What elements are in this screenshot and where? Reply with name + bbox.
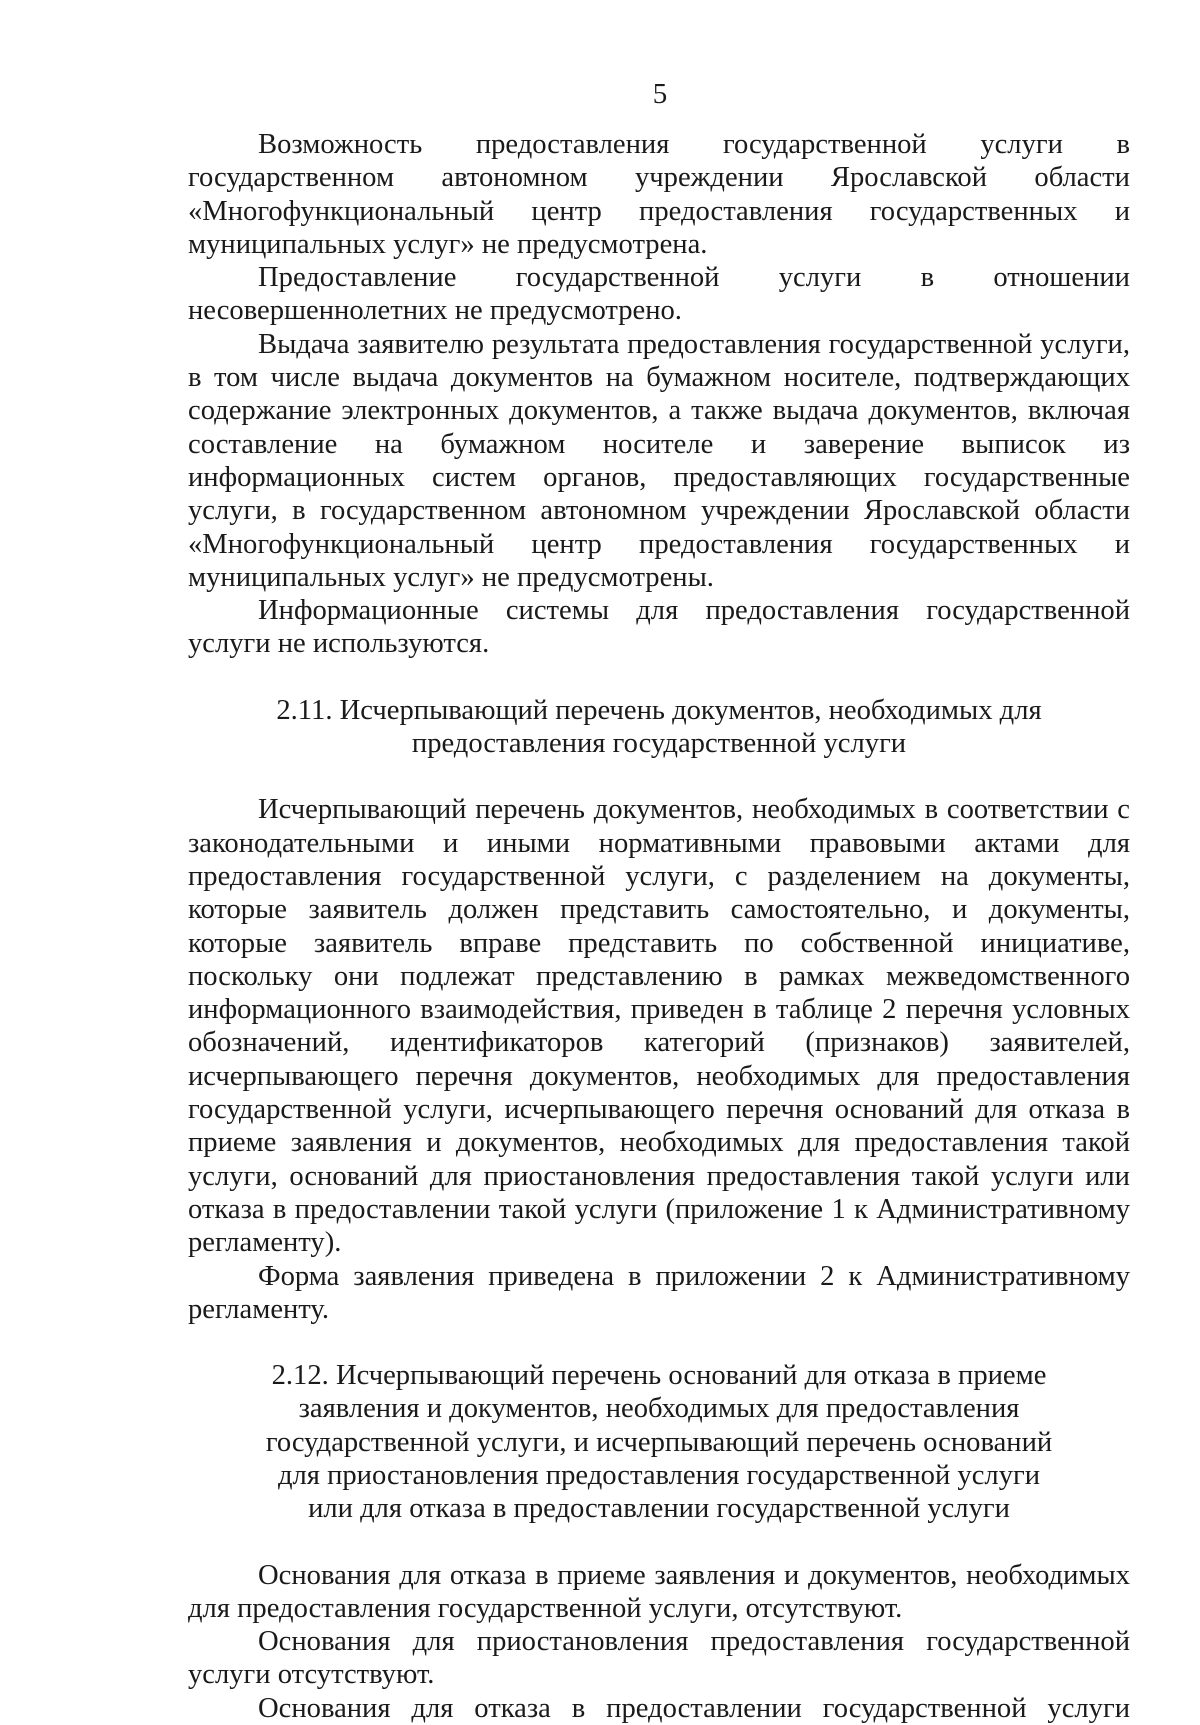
heading-line: государственной услуги, и исчерпывающий перечень оснований bbox=[265, 1426, 1053, 1458]
paragraph-application-form: Форма заявления приведена в приложении 2 к Административному регламенту. bbox=[188, 1260, 1130, 1325]
heading-line: или для отказа в предоставлении государственной услуги bbox=[308, 1493, 1010, 1525]
paragraph-no-refusal-grounds: Основания для отказа в приеме заявления и документов, необходимых для предоставления государственной услуги, отсутствуют. bbox=[188, 1559, 1130, 1624]
heading-line: предоставления государственной услуги bbox=[411, 728, 907, 760]
heading-line: 2.11. Исчерпывающий перечень документов, необходимых для bbox=[276, 694, 1042, 726]
paragraph-denial-grounds-continued: Основания для отказа в предоставлении государственной услуги bbox=[258, 1692, 1130, 1724]
heading-line: заявления и документов, необходимых для предоставления bbox=[298, 1393, 1020, 1425]
paragraph-documents-list: Исчерпывающий перечень документов, необходимых в соответствии с законодательными и иными нормативными правовыми актами для предоставления государственной услуги, с разделением на документы, которые заявитель должен представить самостоятельно, и документы, которые заявитель вправе представить по собственной инициативе, поскольку они подлежат представлению в рамках межведомственного информационного взаимодействия, приведен в таблице 2 перечня условных обозначений, идентификаторов категорий (признаков) заявителей, исчерпывающего перечня документов, необходимых для предоставления государственной услуги, исчерпывающего перечня оснований для отказа в приеме заявления и документов, необходимых для предоставления такой услуги, оснований для приостановления предоставления такой услуги или отказа в предоставлении такой услуги (приложение 1 к Административному регламенту). bbox=[188, 794, 1130, 1259]
section-heading-2-11 bbox=[188, 694, 1130, 761]
paragraph-mfc-not-provided: Возможность предоставления государственной услуги в государственном автономном учреждении Ярославской области «Многофункциональный центр предоставления государственных и муниципальных услуг» не предусмотрена. bbox=[188, 129, 1130, 260]
section-heading-2-12 bbox=[188, 1359, 1130, 1525]
paragraph-no-suspension-grounds: Основания для приостановления предоставления государственной услуги отсутствуют. bbox=[188, 1626, 1130, 1691]
heading-line: 2.12. Исчерпывающий перечень оснований для отказа в приеме bbox=[271, 1360, 1047, 1392]
paragraph-result-issuance: Выдача заявителю результата предоставления государственной услуги, в том числе выдача документов на бумажном носителе, подтверждающих содержание электронных документов, а также выдача документов, включая составление на бумажном носителе и заверение выписок из информационных систем органов, предоставляющих государственные услуги, в государственном автономном учреждении Ярославской области «Многофункциональный центр предоставления государственных и муниципальных услуг» не предусмотрены. bbox=[188, 328, 1130, 593]
heading-line: для приостановления предоставления государственной услуги bbox=[277, 1459, 1041, 1491]
page-number: 5 bbox=[652, 78, 668, 110]
paragraph-minors-not-provided: Предоставление государственной услуги в отношении несовершеннолетних не предусмотрено. bbox=[188, 262, 1130, 327]
document-body bbox=[188, 128, 1130, 1725]
paragraph-information-systems: Информационные системы для предоставления государственной услуги не используются. bbox=[188, 595, 1130, 660]
